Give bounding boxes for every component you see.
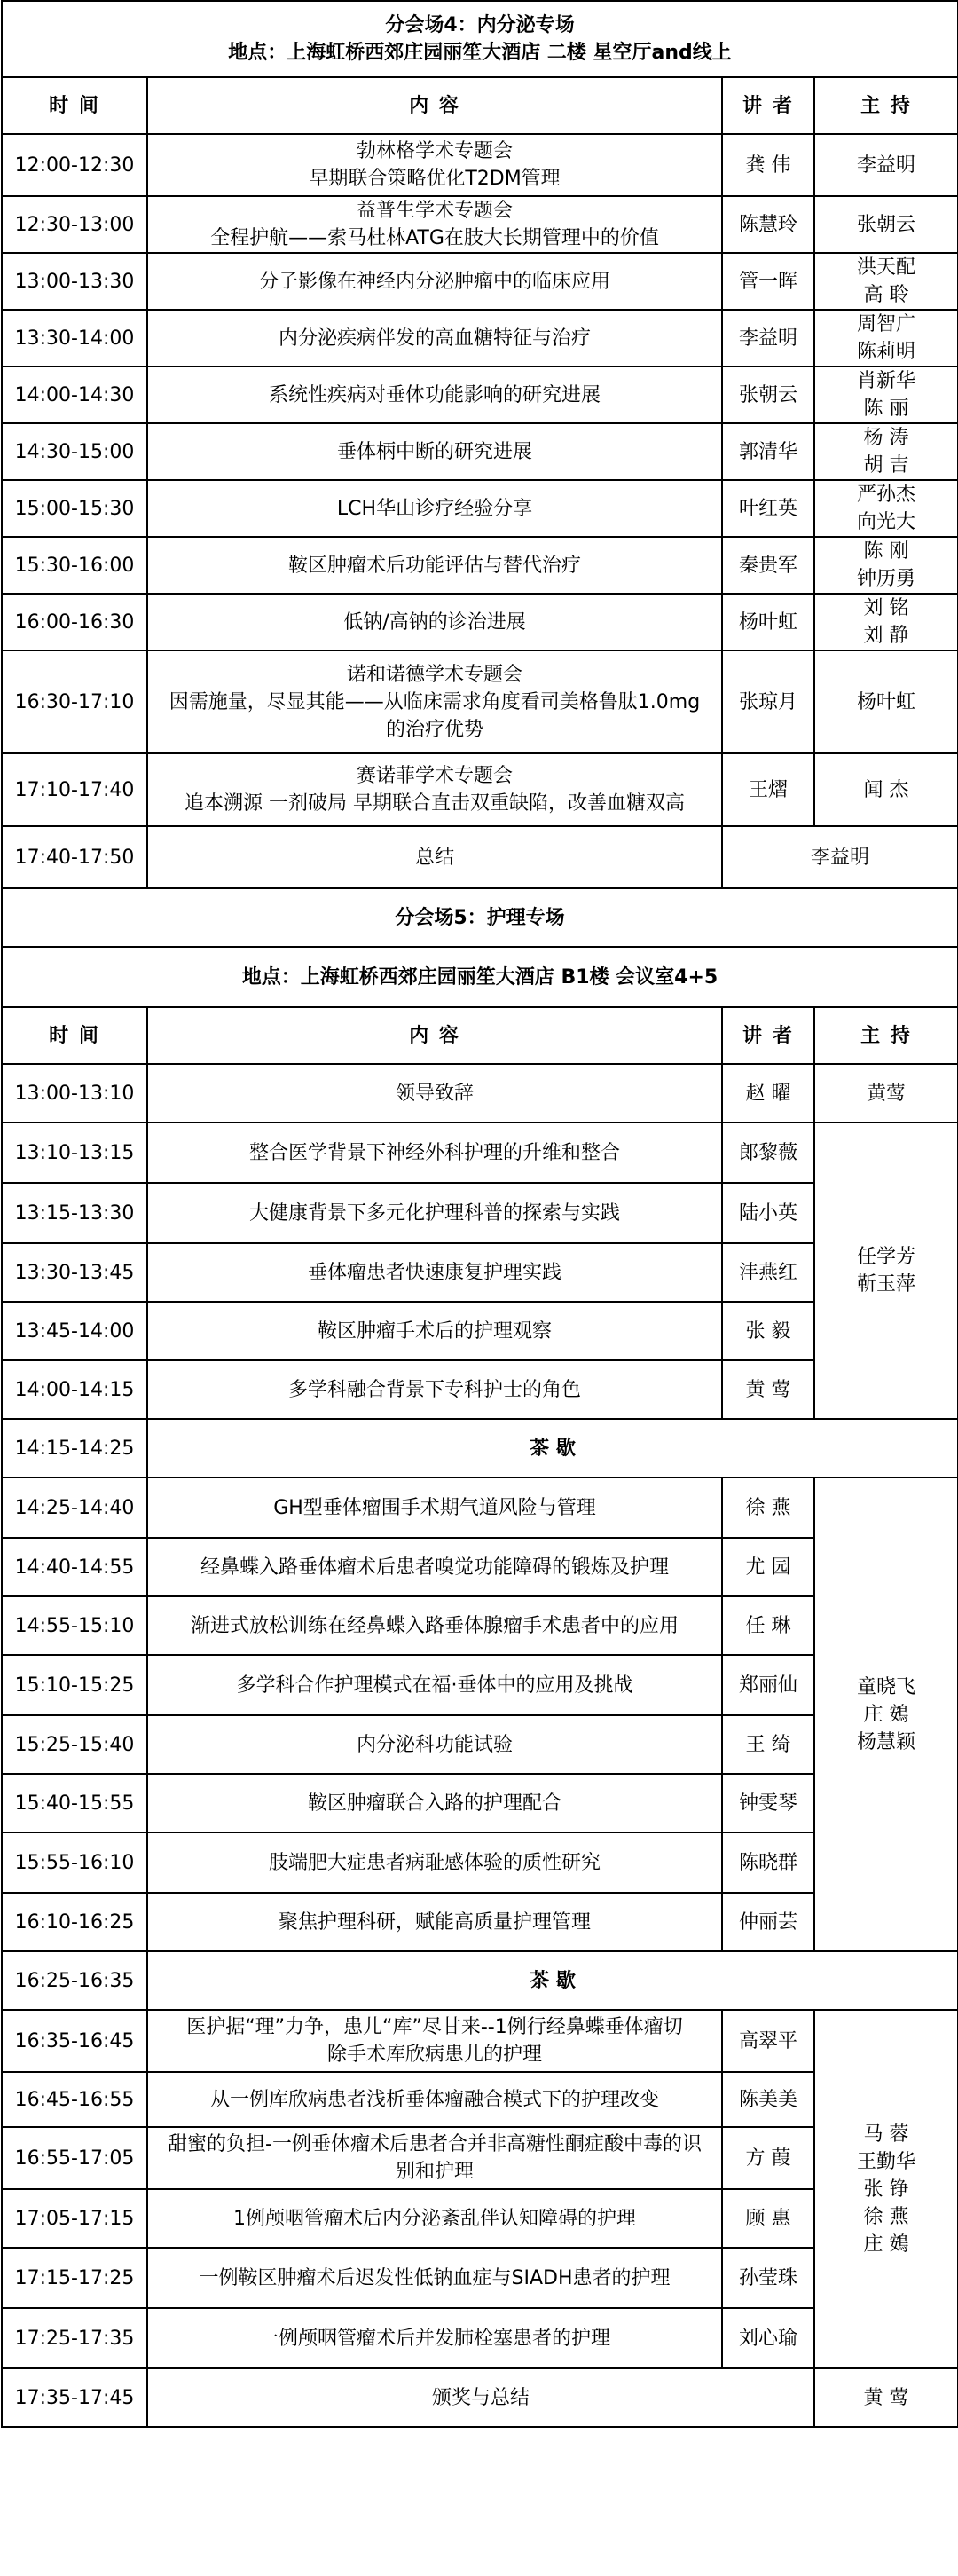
time-cell: 16:00-16:30 — [2, 594, 147, 650]
time-cell: 16:55-17:05 — [2, 2127, 147, 2189]
speaker-cell: 陈美美 — [722, 2072, 814, 2127]
speaker-cell: 沣燕红 — [722, 1243, 814, 1302]
speaker-cell: 方 葭 — [722, 2127, 814, 2189]
host-name: 刘 铭 — [863, 597, 909, 619]
host-name: 张 铮 — [863, 2178, 909, 2201]
content-line: 早期联合策略优化T2DM管理 — [309, 168, 561, 190]
speaker-cell: 李益明 — [722, 310, 814, 366]
host-cell — [814, 537, 958, 594]
schedule-table — [1, 0, 958, 2428]
content-cell — [147, 1183, 722, 1243]
content-cell — [147, 366, 722, 423]
session4-row — [2, 366, 958, 423]
host-name: 肖新华 — [857, 370, 916, 392]
host-name: 向光大 — [857, 511, 916, 533]
time-cell: 14:15-14:25 — [2, 1419, 147, 1477]
time-cell: 13:30-13:45 — [2, 1243, 147, 1302]
session5-title-row — [2, 888, 958, 947]
session4-row — [2, 196, 958, 253]
content-line: 整合医学背景下神经外科护理的升维和整合 — [248, 1141, 620, 1164]
speaker-cell: 顾 惠 — [722, 2189, 814, 2248]
tea-break-row — [2, 1951, 958, 2010]
time-cell: 17:35-17:45 — [2, 2368, 147, 2427]
session5-title: 分会场5：护理专场 — [2, 888, 958, 947]
content-cell — [147, 1893, 722, 1951]
content-line: 一例鞍区肿瘤术后迟发性低钠血症与SIADH患者的护理 — [199, 2266, 671, 2289]
time-cell: 14:55-15:10 — [2, 1596, 147, 1655]
session5-row — [2, 1477, 958, 1538]
content-line: 因需施量，尽显其能——从临床需求角度看司美格鲁肽1.0mg — [169, 690, 701, 713]
time-cell: 13:10-13:15 — [2, 1123, 147, 1183]
host-cell — [814, 423, 958, 480]
host-cell — [814, 594, 958, 650]
tea-break-label: 茶 歇 — [147, 1419, 958, 1477]
speaker-cell: 管一晖 — [722, 253, 814, 310]
content-line: 内分泌科功能试验 — [356, 1733, 513, 1756]
time-cell: 13:15-13:30 — [2, 1183, 147, 1243]
host-cell — [814, 1477, 958, 1951]
content-cell — [147, 1302, 722, 1360]
host-name: 陈 刚 — [863, 540, 909, 563]
host-name: 庄 鴳 — [863, 1703, 909, 1726]
speaker-cell: 黄 莺 — [722, 1360, 814, 1419]
time-cell: 13:00-13:10 — [2, 1064, 147, 1123]
time-cell: 15:25-15:40 — [2, 1715, 147, 1774]
host-cell — [814, 650, 958, 753]
content-cell — [147, 594, 722, 650]
host-name: 刘 静 — [863, 625, 909, 647]
host-cell — [814, 1123, 958, 1419]
speaker-cell: 任 琳 — [722, 1596, 814, 1655]
host-name: 杨慧颖 — [857, 1730, 916, 1753]
host-name: 李益明 — [857, 154, 916, 177]
host-name: 马 蓉 — [863, 2123, 909, 2146]
host-cell — [814, 2010, 958, 2368]
content-line: 聚焦护理科研，赋能高质量护理管理 — [278, 1910, 591, 1934]
speaker-cell: 高翠平 — [722, 2010, 814, 2072]
time-cell: 14:30-15:00 — [2, 423, 147, 480]
host-cell: 黄 莺 — [814, 2368, 958, 2427]
content-cell — [147, 134, 722, 196]
host-name: 高 聆 — [863, 284, 909, 306]
content-line: LCH华山诊疗经验分享 — [336, 497, 533, 520]
content-cell — [147, 2072, 722, 2127]
host-cell — [814, 366, 958, 423]
content-line: 从一例库欣病患者浅析垂体瘤融合模式下的护理改变 — [209, 2088, 659, 2111]
content-cell — [147, 753, 722, 826]
content-line: 甜蜜的负担-一例垂体瘤术后患者合并非高糖性酮症酸中毒的识 — [168, 2133, 702, 2155]
host-name: 陈莉明 — [857, 341, 916, 363]
content-cell — [147, 1596, 722, 1655]
content-line: 赛诺菲学术专题会 — [356, 765, 513, 787]
session4-row — [2, 594, 958, 650]
content-line: 益普生学术专题会 — [356, 200, 513, 222]
session4-row — [2, 480, 958, 537]
header-speaker: 讲 者 — [722, 1007, 814, 1064]
speaker-cell: 孙莹珠 — [722, 2248, 814, 2308]
content-line: 低钠/高钠的诊治进展 — [343, 611, 526, 634]
time-cell: 15:10-15:25 — [2, 1655, 147, 1715]
content-cell — [147, 537, 722, 594]
time-cell: 14:00-14:30 — [2, 366, 147, 423]
speaker-cell: 赵 曜 — [722, 1064, 814, 1123]
host-cell — [814, 253, 958, 310]
speaker-cell: 叶红英 — [722, 480, 814, 537]
content-cell — [147, 2308, 722, 2368]
content-cell — [147, 1774, 722, 1832]
content-line: 鞍区肿瘤手术后的护理观察 — [317, 1320, 552, 1343]
session4-column-headers — [2, 77, 958, 134]
content-cell — [147, 1477, 722, 1538]
content-cell: 总结 — [147, 826, 722, 888]
session5-row — [2, 2010, 958, 2072]
content-line: 别和护理 — [395, 2161, 474, 2183]
speaker-cell: 仲丽芸 — [722, 1893, 814, 1951]
tea-break-row — [2, 1419, 958, 1477]
session4-row — [2, 753, 958, 826]
session4-location: 地点：上海虹桥西郊庄园丽笙大酒店 二楼 星空厅and线上 — [228, 42, 732, 64]
content-cell — [147, 1715, 722, 1774]
content-cell — [147, 1123, 722, 1183]
host-name: 庄 鴳 — [863, 2233, 909, 2256]
host-cell — [814, 134, 958, 196]
header-time: 时 间 — [2, 1007, 147, 1064]
speaker-cell: 郑丽仙 — [722, 1655, 814, 1715]
time-cell: 16:25-16:35 — [2, 1951, 147, 2010]
session5-opening-row — [2, 1064, 958, 1123]
content-cell — [147, 1538, 722, 1596]
content-line: 的治疗优势 — [385, 718, 483, 741]
time-cell: 16:30-17:10 — [2, 650, 147, 753]
session4-title: 分会场4：内分泌专场 — [385, 14, 575, 36]
session5-location-row — [2, 947, 958, 1007]
time-cell: 15:40-15:55 — [2, 1774, 147, 1832]
content-cell — [147, 196, 722, 253]
content-line: 垂体柄中断的研究进展 — [336, 440, 532, 463]
content-cell — [147, 423, 722, 480]
content-cell — [147, 253, 722, 310]
host-name: 陈 丽 — [863, 398, 909, 420]
content-line: 多学科合作护理模式在福·垂体中的应用及挑战 — [236, 1674, 633, 1697]
speaker-cell: 王 绮 — [722, 1715, 814, 1774]
time-cell: 13:45-14:00 — [2, 1302, 147, 1360]
time-cell: 15:00-15:30 — [2, 480, 147, 537]
session4-row — [2, 537, 958, 594]
time-cell: 14:40-14:55 — [2, 1538, 147, 1596]
header-content: 内 容 — [147, 77, 722, 134]
header-speaker: 讲 者 — [722, 77, 814, 134]
content-line: GH型垂体瘤围手术期气道风险与管理 — [273, 1496, 596, 1519]
host-name: 胡 吉 — [863, 454, 909, 477]
speaker-cell: 尤 园 — [722, 1538, 814, 1596]
content-cell — [147, 480, 722, 537]
content-cell — [147, 650, 722, 753]
content-line: 鞍区肿瘤术后功能评估与替代治疗 — [287, 554, 581, 577]
content-line: 肢端肥大症患者病耻感体验的质性研究 — [268, 1851, 601, 1874]
header-time: 时 间 — [2, 77, 147, 134]
host-name: 张朝云 — [857, 213, 916, 236]
speaker-cell: 杨叶虹 — [722, 594, 814, 650]
content-line: 多学科融合背景下专科护士的角色 — [287, 1378, 581, 1401]
time-cell: 17:10-17:40 — [2, 753, 147, 826]
time-cell: 16:45-16:55 — [2, 2072, 147, 2127]
content-line: 大健康背景下多元化护理科普的探索与实践 — [248, 1201, 620, 1225]
content-line: 追本溯源 一剂破局 早期联合直击双重缺陷，改善血糖双高 — [185, 792, 685, 815]
content-line: 除手术库欣病患儿的护理 — [326, 2044, 542, 2066]
speaker-cell: 秦贵军 — [722, 537, 814, 594]
host-name: 徐 燕 — [863, 2205, 909, 2228]
session4-row — [2, 423, 958, 480]
time-cell: 17:40-17:50 — [2, 826, 147, 888]
header-host: 主 持 — [814, 1007, 958, 1064]
session4-closing-row — [2, 826, 958, 888]
time-cell: 13:30-14:00 — [2, 310, 147, 366]
speaker-cell: 陈慧玲 — [722, 196, 814, 253]
content-line: 一例颅咽管瘤术后并发肺栓塞患者的护理 — [258, 2327, 610, 2350]
host-name: 周智广 — [857, 313, 916, 335]
content-line: 勃林格学术专题会 — [356, 140, 513, 162]
content-cell — [147, 2127, 722, 2189]
session4-row — [2, 650, 958, 753]
speaker-cell: 徐 燕 — [722, 1477, 814, 1538]
content-line: 医护据“理”力争，患儿“库”尽甘来--1例行经鼻蝶垂体瘤切 — [186, 2016, 683, 2038]
host-name: 王勤华 — [857, 2150, 916, 2173]
content-cell: 领导致辞 — [147, 1064, 722, 1123]
content-cell — [147, 2248, 722, 2308]
time-cell: 12:30-13:00 — [2, 196, 147, 253]
content-cell — [147, 1655, 722, 1715]
header-content: 内 容 — [147, 1007, 722, 1064]
session5-closing-row — [2, 2368, 958, 2427]
speaker-cell: 龚 伟 — [722, 134, 814, 196]
tea-break-label: 茶 歇 — [147, 1951, 958, 2010]
content-line: 垂体瘤患者快速康复护理实践 — [307, 1261, 561, 1284]
session4-row — [2, 134, 958, 196]
content-cell: 颁奖与总结 — [147, 2368, 814, 2427]
speaker-cell: 陈晓群 — [722, 1832, 814, 1893]
session5-row — [2, 1123, 958, 1183]
host-cell — [814, 196, 958, 253]
speaker-cell: 郭清华 — [722, 423, 814, 480]
time-cell: 15:55-16:10 — [2, 1832, 147, 1893]
speaker-cell: 刘心瑜 — [722, 2308, 814, 2368]
content-line: 1例颅咽管瘤术后内分泌紊乱伴认知障碍的护理 — [233, 2207, 636, 2230]
speaker-cell: 张 毅 — [722, 1302, 814, 1360]
content-cell — [147, 310, 722, 366]
host-name: 靳玉萍 — [857, 1273, 916, 1296]
host-name: 闻 杰 — [863, 778, 909, 801]
header-host: 主 持 — [814, 77, 958, 134]
content-line: 全程护航——索马杜林ATG在肢大长期管理中的价值 — [210, 227, 659, 249]
speaker-cell: 钟雯琴 — [722, 1774, 814, 1832]
session5-location: 地点：上海虹桥西郊庄园丽笙大酒店 B1楼 会议室4+5 — [2, 947, 958, 1007]
content-line: 渐进式放松训练在经鼻蝶入路垂体腺瘤手术患者中的应用 — [190, 1614, 679, 1637]
session4-row — [2, 310, 958, 366]
time-cell: 13:00-13:30 — [2, 253, 147, 310]
time-cell: 17:25-17:35 — [2, 2308, 147, 2368]
host-name: 任学芳 — [857, 1246, 916, 1268]
host-cell: 黄莺 — [814, 1064, 958, 1123]
time-cell: 12:00-12:30 — [2, 134, 147, 196]
host-name: 严孙杰 — [857, 484, 916, 506]
host-name: 杨 涛 — [863, 427, 909, 449]
speaker-cell: 陆小英 — [722, 1183, 814, 1243]
content-line: 分子影像在神经内分泌肿瘤中的临床应用 — [258, 270, 610, 293]
host-cell: 李益明 — [722, 826, 958, 888]
content-line: 经鼻蝶入路垂体瘤术后患者嗅觉功能障碍的锻炼及护理 — [200, 1556, 669, 1579]
host-cell — [814, 480, 958, 537]
host-name: 洪天配 — [857, 256, 916, 279]
content-cell — [147, 1832, 722, 1893]
host-cell — [814, 753, 958, 826]
content-line: 鞍区肿瘤联合入路的护理配合 — [307, 1792, 561, 1815]
host-name: 童晓飞 — [857, 1675, 916, 1698]
content-line: 内分泌疾病伴发的高血糖特征与治疗 — [278, 327, 591, 350]
speaker-cell: 郎黎薇 — [722, 1123, 814, 1183]
time-cell: 17:15-17:25 — [2, 2248, 147, 2308]
session4-header — [2, 1, 958, 77]
content-cell — [147, 2010, 722, 2072]
host-name: 钟历勇 — [857, 568, 916, 590]
time-cell: 14:25-14:40 — [2, 1477, 147, 1538]
session5-column-headers — [2, 1007, 958, 1064]
content-line: 诺和诺德学术专题会 — [346, 663, 522, 686]
speaker-cell: 张朝云 — [722, 366, 814, 423]
time-cell: 14:00-14:15 — [2, 1360, 147, 1419]
speaker-cell: 王熠 — [722, 753, 814, 826]
content-cell — [147, 1360, 722, 1419]
session4-row — [2, 253, 958, 310]
time-cell: 15:30-16:00 — [2, 537, 147, 594]
speaker-cell: 张琼月 — [722, 650, 814, 753]
content-cell — [147, 1243, 722, 1302]
time-cell: 17:05-17:15 — [2, 2189, 147, 2248]
host-name: 杨叶虹 — [857, 690, 916, 713]
content-line: 系统性疾病对垂体功能影响的研究进展 — [268, 383, 601, 406]
host-cell — [814, 310, 958, 366]
time-cell: 16:35-16:45 — [2, 2010, 147, 2072]
time-cell: 16:10-16:25 — [2, 1893, 147, 1951]
content-cell — [147, 2189, 722, 2248]
